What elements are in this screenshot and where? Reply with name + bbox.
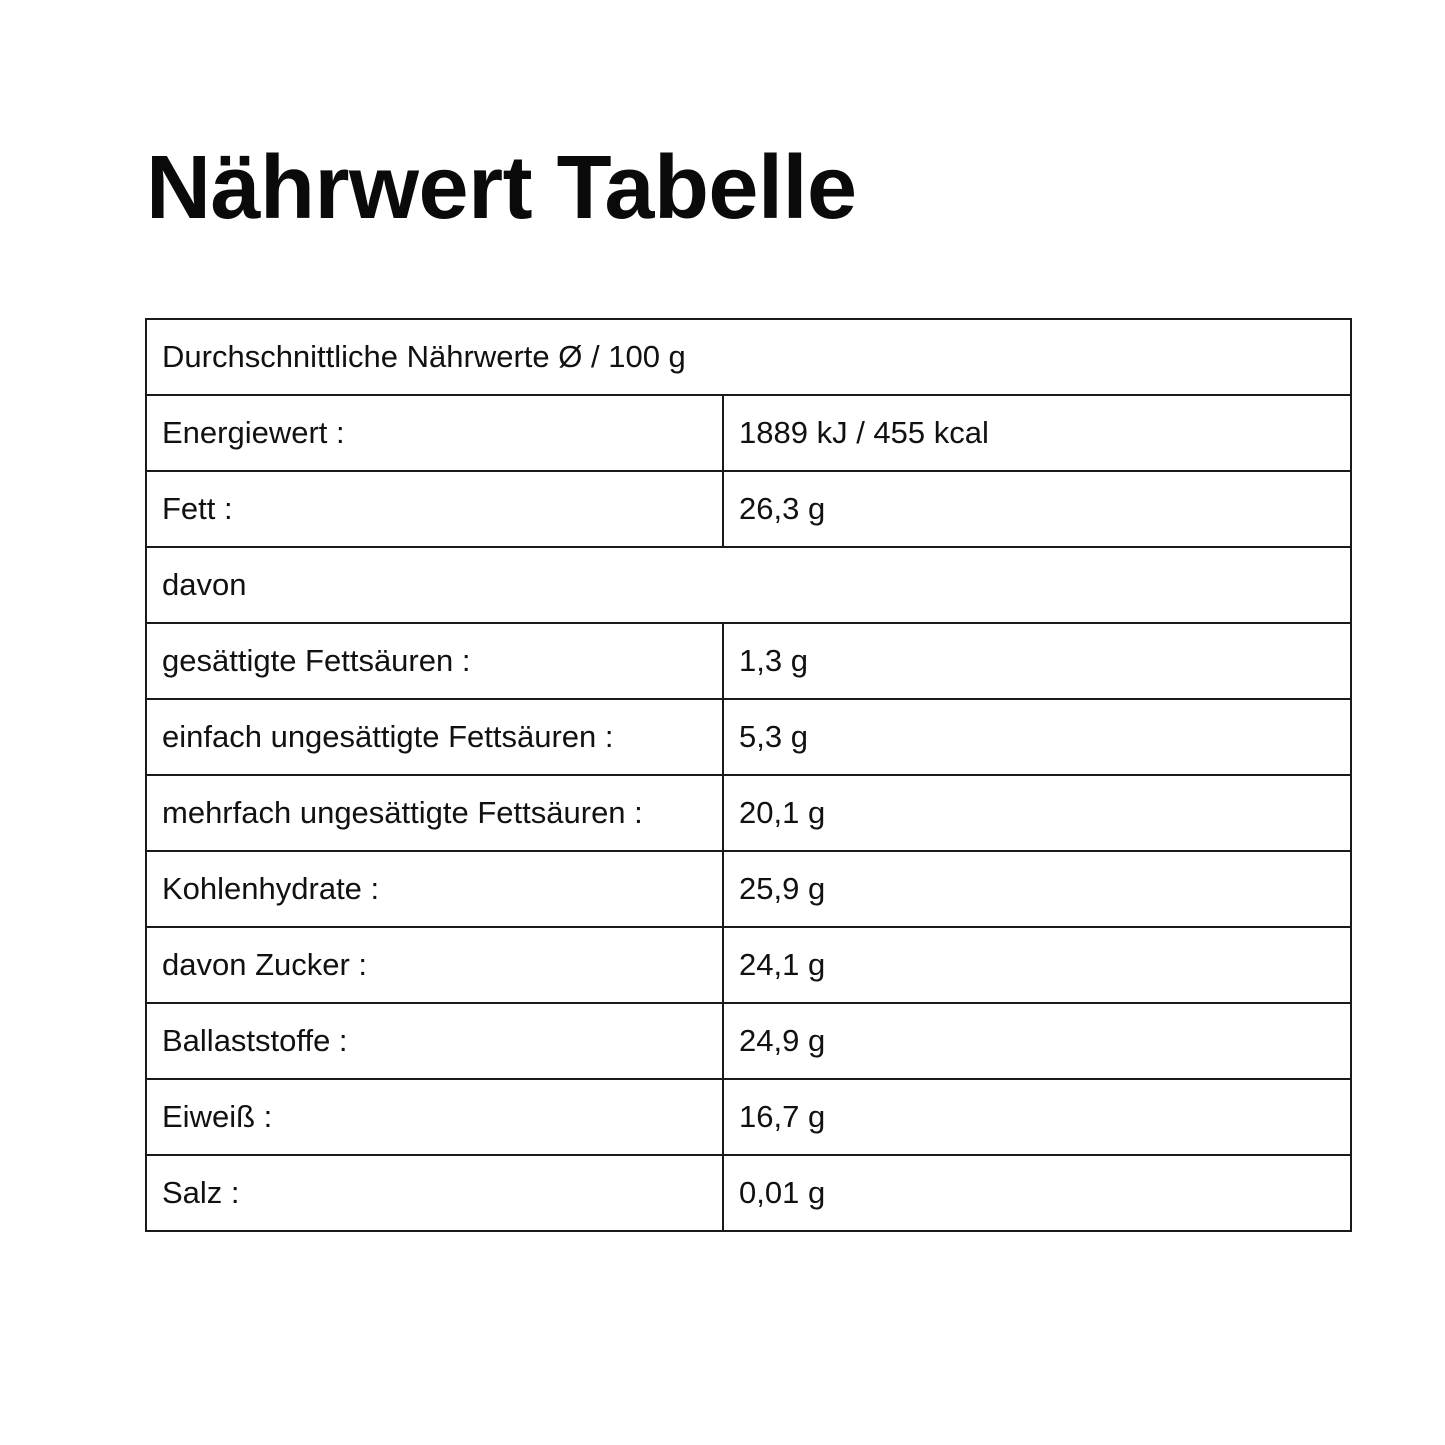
nutrition-table xyxy=(145,318,1352,1232)
nutrient-label: Salz : xyxy=(146,1155,723,1231)
table-row xyxy=(146,1003,1351,1079)
nutrient-value: 16,7 g xyxy=(723,1079,1351,1155)
table-row xyxy=(146,547,1351,623)
table-row xyxy=(146,623,1351,699)
nutrient-value: 26,3 g xyxy=(723,471,1351,547)
table-row xyxy=(146,851,1351,927)
nutrient-value: 20,1 g xyxy=(723,775,1351,851)
table-row xyxy=(146,395,1351,471)
nutrient-value: 5,3 g xyxy=(723,699,1351,775)
nutrient-label: einfach ungesättigte Fettsäuren : xyxy=(146,699,723,775)
nutrient-value: 0,01 g xyxy=(723,1155,1351,1231)
nutrient-value: 25,9 g xyxy=(723,851,1351,927)
nutrient-label: Fett : xyxy=(146,471,723,547)
nutrient-label: Eiweiß : xyxy=(146,1079,723,1155)
nutrient-label: Kohlenhydrate : xyxy=(146,851,723,927)
table-row xyxy=(146,927,1351,1003)
table-row xyxy=(146,1079,1351,1155)
table-header-row xyxy=(146,319,1351,395)
nutrient-label: Energiewert : xyxy=(146,395,723,471)
table-row xyxy=(146,1155,1351,1231)
table-row xyxy=(146,775,1351,851)
table-row xyxy=(146,471,1351,547)
table-header-cell: Durchschnittliche Nährwerte Ø / 100 g xyxy=(146,319,1351,395)
table-row xyxy=(146,699,1351,775)
nutrient-label: davon Zucker : xyxy=(146,927,723,1003)
nutrient-label: gesättigte Fettsäuren : xyxy=(146,623,723,699)
nutrient-value: 24,1 g xyxy=(723,927,1351,1003)
page-title: Nährwert Tabelle xyxy=(146,138,857,238)
nutrient-label: Ballaststoffe : xyxy=(146,1003,723,1079)
nutrient-value: 1,3 g xyxy=(723,623,1351,699)
nutrient-label: mehrfach ungesättigte Fettsäuren : xyxy=(146,775,723,851)
subheading-cell: davon xyxy=(146,547,1351,623)
nutrient-value: 24,9 g xyxy=(723,1003,1351,1079)
nutrient-value: 1889 kJ / 455 kcal xyxy=(723,395,1351,471)
